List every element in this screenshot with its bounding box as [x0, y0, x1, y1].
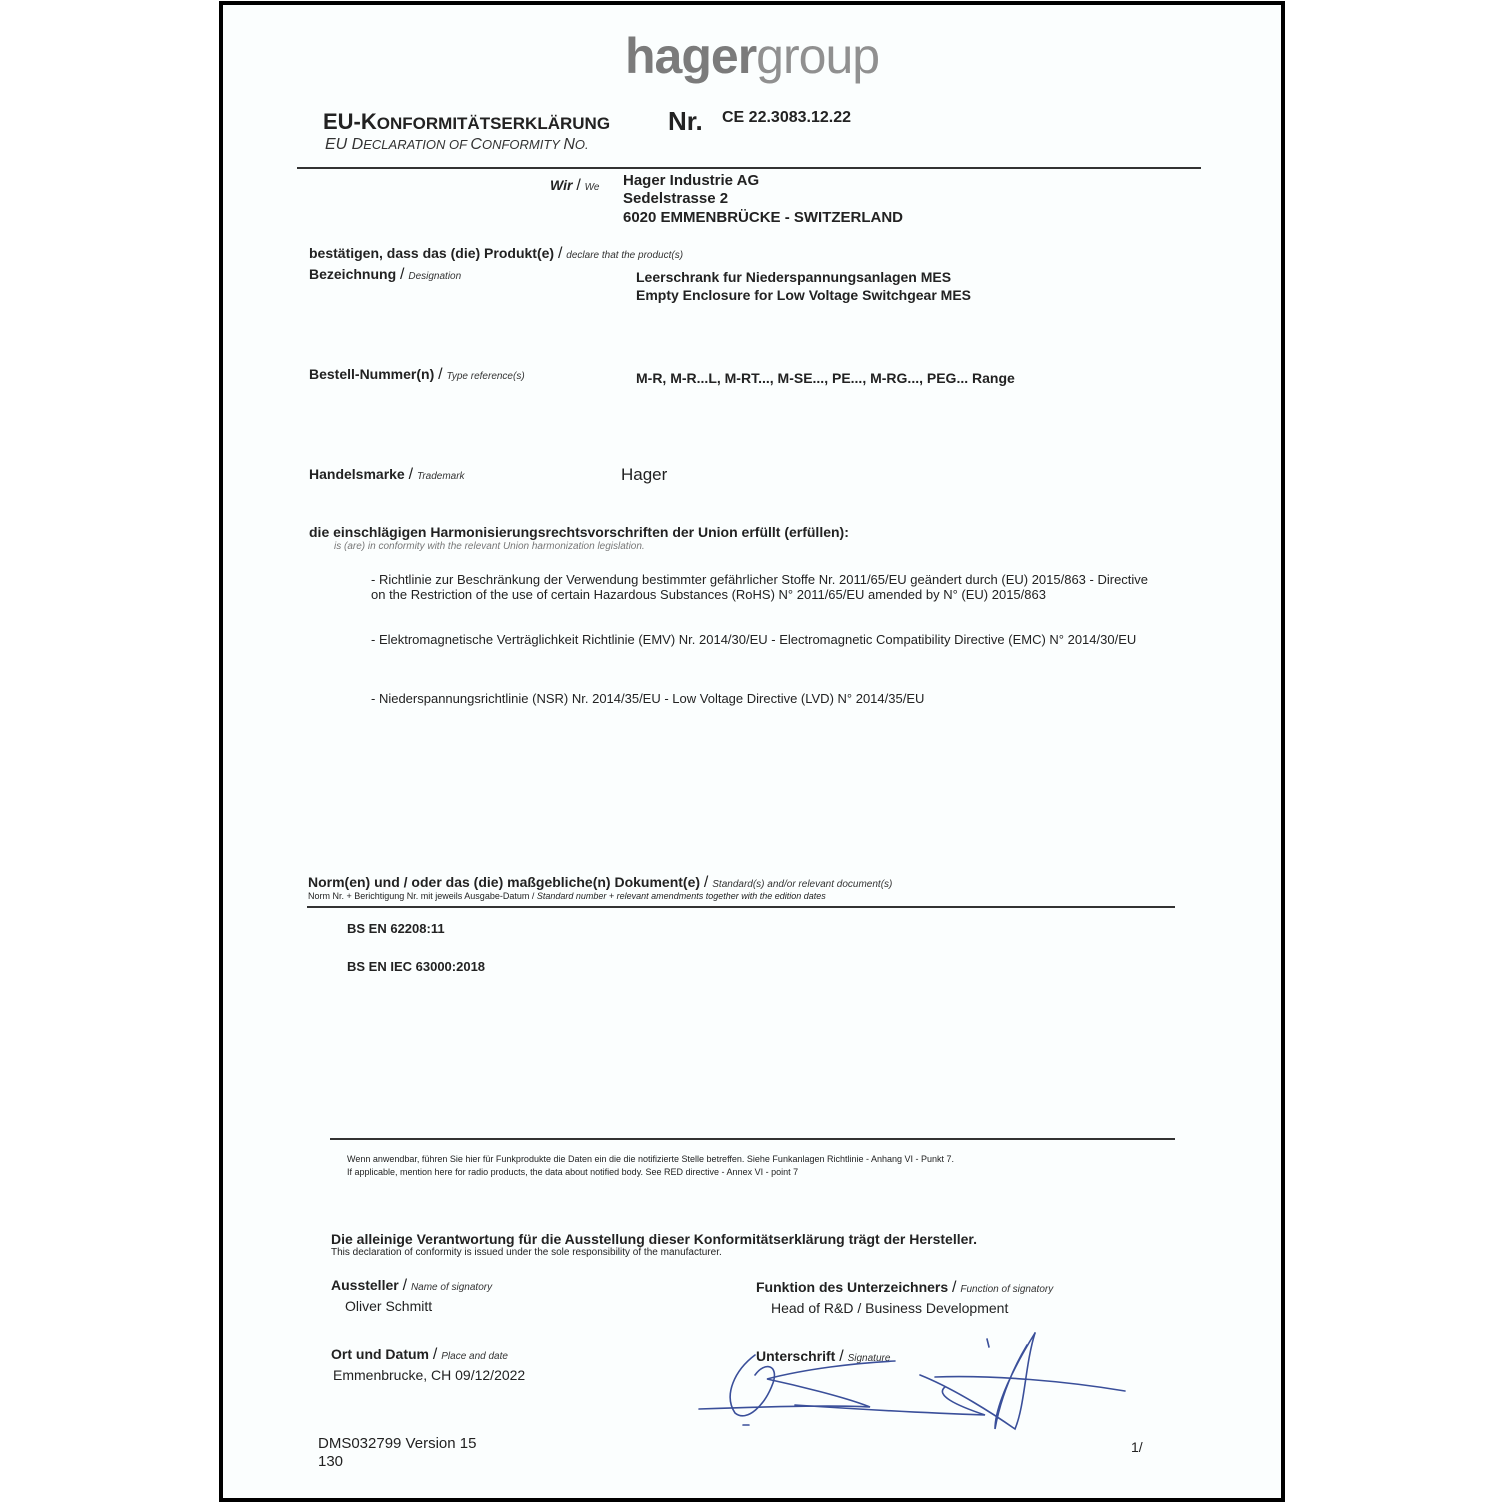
title-german	[323, 109, 610, 135]
separator: /	[557, 245, 563, 262]
directive-emc: - Elektromagnetische Verträglichkeit Richtlinie (EMV) Nr. 2014/30/EU - Electromagnetic Compatibility Directive (EMC) N° 2014/30/EU	[371, 632, 1137, 647]
separator: /	[438, 366, 443, 383]
declaration-page	[219, 1, 1285, 1502]
t-en-2s: ONFORMITY	[481, 137, 564, 152]
trademark-label-en: Trademark	[416, 471, 465, 482]
directive-rohs-line1: - Richtlinie zur Beschränkung der Verwendung bestimmter gefährlicher Stoffe Nr. 2011/65/EU geändert durch (EU) 2015/863 - Directive	[371, 572, 1149, 587]
standard-item: BS EN IEC 63000:2018	[347, 959, 486, 974]
header-divider	[297, 167, 1201, 169]
place-date-value: Emmenbrucke, CH 09/12/2022	[333, 1367, 526, 1383]
type-reference-label	[309, 366, 525, 384]
responsibility-de: Die alleinige Verantwortung für die Ausstellung dieser Konformitätserklärung trägt der Hersteller.	[331, 1231, 977, 1247]
designation-de: Leerschrank fur Niederspannungsanlagen MES	[636, 269, 952, 285]
radio-note-en: If applicable, mention here for radio products, the data about notified body. See RED directive - Annex VI - point 7	[347, 1167, 799, 1177]
we-label-en: We	[584, 182, 600, 193]
logo-light: group	[756, 28, 880, 84]
trademark-label-de: Handelsmarke	[309, 466, 405, 482]
place-label-de: Ort und Datum	[331, 1346, 429, 1362]
title-english	[325, 136, 589, 154]
type-references: M-R, M-R...L, M-RT..., M-SE..., PE..., M-RG..., PEG... Range	[636, 370, 1015, 386]
t-en-2: C	[470, 136, 482, 153]
trademark-label	[309, 466, 465, 484]
legislation-heading-de: die einschlägigen Harmonisierungsrechtsvorschriften der Union erfüllt (erfüllen):	[309, 524, 849, 540]
separator: /	[576, 177, 581, 194]
place-date-label	[331, 1346, 508, 1364]
title-nr: Nr.	[668, 106, 703, 136]
separator: /	[400, 266, 405, 283]
legislation-heading-en: is (are) in conformity with the relevant Union harmonization legislation.	[334, 541, 645, 552]
radio-note-divider	[330, 1138, 1175, 1140]
designation-en: Empty Enclosure for Low Voltage Switchgear MES	[636, 287, 972, 303]
logo-bold: hager	[625, 28, 757, 84]
designation-label-de: Bezeichnung	[309, 266, 397, 282]
separator: /	[408, 466, 414, 483]
responsibility-en: This declaration of conformity is issued under the sole responsibility of the manufacturer.	[331, 1247, 722, 1258]
document-id: DMS032799 Version 15	[318, 1435, 477, 1452]
signatory-name-label	[331, 1277, 492, 1295]
directive-rohs-line2: on the Restriction of the use of certain Hazardous Substances (RoHS) N° 2011/65/EU amended by N° (EU) 2015/863	[371, 587, 1046, 602]
type-label-de: Bestell-Nummer(n)	[309, 366, 435, 382]
trademark-value: Hager	[621, 465, 668, 484]
standard-item: BS EN 62208:11	[347, 921, 445, 936]
product-intro-en: declare that the product(s)	[566, 250, 684, 261]
place-label-en: Place and date	[441, 1351, 508, 1362]
designation-label-en: Designation	[408, 271, 462, 282]
signature-label-en: Signature	[847, 1353, 891, 1364]
designation-label	[309, 266, 461, 284]
standards-sub-de: Norm Nr. + Berichtigung Nr. mit jeweils Ausgabe-Datum /	[308, 891, 535, 901]
name-label-de: Aussteller	[331, 1277, 399, 1293]
title-de-rest: ONFORMITÄTSERKLÄRUNG	[376, 114, 611, 133]
product-intro	[309, 245, 683, 263]
separator: /	[703, 874, 709, 891]
page-number: 1/	[1131, 1439, 1143, 1455]
standards-subheading	[308, 890, 826, 903]
directive-lvd: - Niederspannungsrichtlinie (NSR) Nr. 2014/35/EU - Low Voltage Directive (LVD) N° 2014/35/EU	[371, 691, 925, 706]
t-en-1: EU D	[325, 136, 364, 153]
manufacturer-street: Sedelstrasse 2	[623, 190, 729, 207]
function-label-de: Funktion des Unterzeichners	[756, 1279, 949, 1295]
signature-label-de: Unterschrift	[756, 1348, 836, 1364]
declaration-number: CE 22.3083.12.22	[722, 109, 851, 126]
signatory-name: Oliver Schmitt	[345, 1298, 433, 1314]
signatory-function: Head of R&D / Business Development	[771, 1300, 1009, 1316]
standards-divider	[307, 906, 1175, 908]
t-en-1s: ECLARATION OF	[363, 137, 471, 152]
separator: /	[952, 1279, 957, 1296]
we-label	[550, 177, 600, 195]
hagergroup-logo	[625, 27, 879, 85]
we-label-de: Wir	[550, 177, 573, 193]
type-label-en: Type reference(s)	[446, 371, 525, 382]
standards-heading-de: Norm(en) und / oder das (die) maßgebliche(n) Dokument(e)	[308, 874, 701, 890]
handwritten-signature-icon	[695, 1325, 1135, 1440]
manufacturer-city: 6020 EMMENBRÜCKE - SWITZERLAND	[623, 209, 904, 226]
radio-note-de: Wenn anwendbar, führen Sie hier für Funkprodukte die Daten ein die die notifizierte Stelle betreffen. Siehe Funkanlagen Richtlinie - Anhang VI - Punkt 7.	[347, 1154, 955, 1164]
name-label-en: Name of signatory	[410, 1282, 493, 1293]
separator: /	[839, 1348, 844, 1365]
t-en-3s: O.	[574, 137, 589, 152]
function-label-en: Function of signatory	[960, 1284, 1054, 1295]
t-en-3: N	[563, 136, 575, 153]
standards-sub-en: Standard number + relevant amendments together with the edition dates	[536, 891, 826, 901]
manufacturer-name: Hager Industrie AG	[623, 172, 760, 189]
standards-heading-en: Standard(s) and/or relevant document(s)	[712, 879, 893, 890]
signatory-function-label	[756, 1279, 1053, 1297]
separator: /	[402, 1277, 408, 1294]
separator: /	[432, 1346, 438, 1363]
document-id-line2: 130	[318, 1453, 344, 1470]
product-intro-de: bestätigen, dass das (die) Produkt(e)	[309, 245, 555, 261]
directive-rohs	[371, 572, 1148, 602]
title-de-prefix: EU-K	[323, 109, 377, 134]
